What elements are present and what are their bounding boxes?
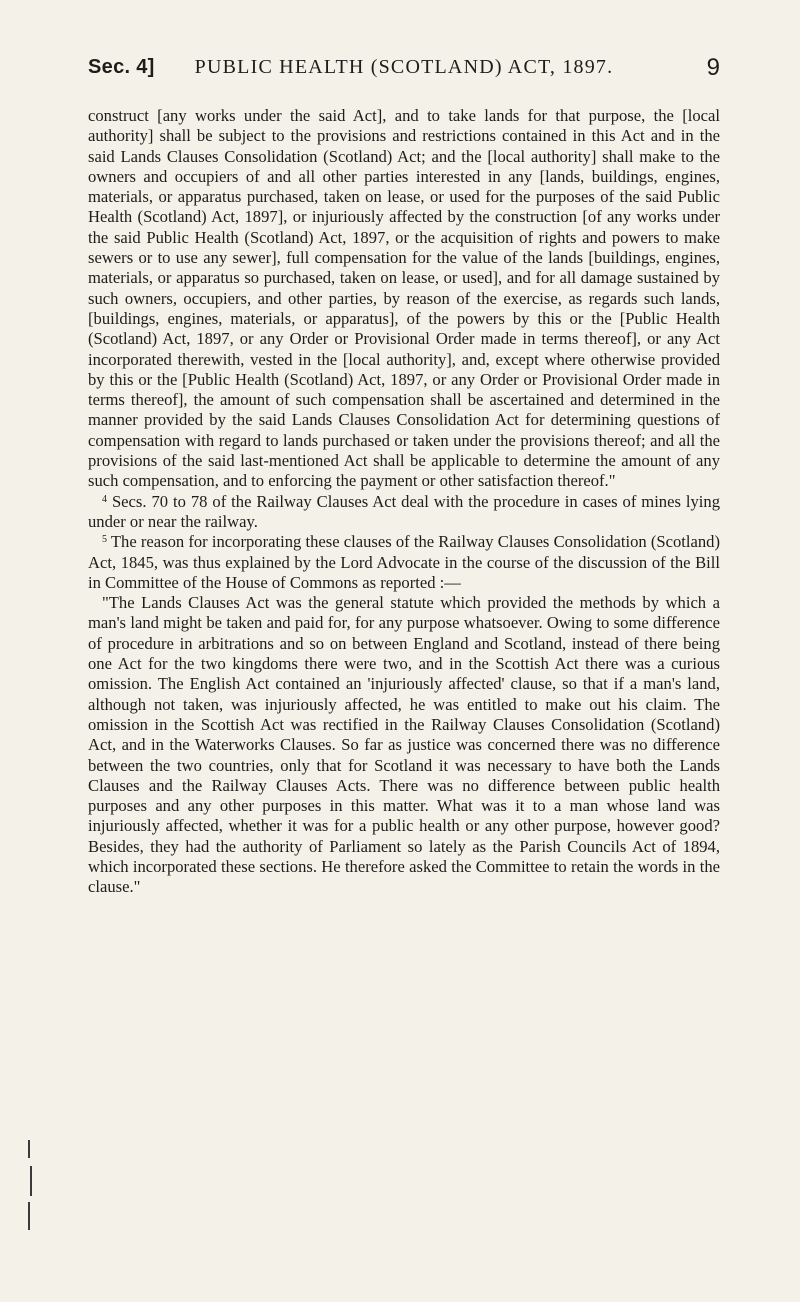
running-header [88,56,720,86]
statute-quotation: construct [any works under the said Act], and to take lands for that purpose, the [local authority] shall be subject to the provisions and restrictions contained in this Act and in the said Lands Clauses Consolidation (Scotland) Act; and the [local authority] shall make to the owners and occupiers of and all other parties interested in any [lands, buildings, engines, materials, or apparatus purchased, taken on lease, or used for the purposes of the said Public Health (Scotland) Act, 1897], or injuriously affected by the construction [of any works under the said Public Health (Scotland) Act, 1897, or the acquisition of rights and powers to make sewers or to use any sewer], full compensation for the value of the lands [buildings, engines, materials, or apparatus so purchased, taken on lease, or used], and for all damage sustained by such owners, occupiers, and other parties, by reason of the exercise, as regards such lands, [buildings, engines, materials, or apparatus], of the powers by this or the [Public Health (Scotland) Act, 1897, or any Order or Provisional Order made in terms thereof], or any Act incorporated therewith, vested in the [local authority], and, except where otherwise provided by this or the [Public Health (Scotland) Act, 1897, or any Order or Provisional Order made in terms thereof], the amount of such compensation shall be ascertained and determined in the manner provided by the said Lands Clauses Consolidation Act for determining questions of compensation with regard to lands purchased or taken under the provisions thereof; and all the provisions of the said last-mentioned Act shall be applicable to determine the amount of any such compensation, and to enforcing the payment or other satisfaction thereof." [88,106,720,491]
running-title: PUBLIC HEALTH (SCOTLAND) ACT, 1897. [194,56,614,78]
footnote-5-marker: 5 [102,534,107,546]
lord-advocate-quotation: "The Lands Clauses Act was the general statute which provided the methods by which a man's land might be taken and paid for, for any purpose whatsoever. Owing to some difference of procedure in arbitrations and so on between England and Scotland, instead of there being one Act for the two kingdoms there were two, and in the Scottish Act there was a curious omission. The English Act contained an 'injuriously affected' clause, so that if a man's land, although not taken, was injuriously affected, he was entitled to make out his claim. The omission in the Scottish Act was rectified in the Railway Clauses Consolidation (Scotland) Act, and in the Waterworks Clauses. So far as justice was concerned there was no difference between the two countries, only that for Scotland it was necessary to have both the Lands Clauses and the Railway Clauses Acts. There was no difference between public health purposes and any other purposes in this matter. What was it to a man whose land was injuriously affected, whether it was for a public health or any other purpose, however good? Besides, they had the authority of Parliament so lately as the Parish Councils Act of 1894, which incorporated these sections. He therefore asked the Committee to retain the words in the clause." [88,593,720,897]
footnote-4-marker: 4 [102,493,107,505]
footnote-5-text: The reason for incorporating these clauses of the Railway Clauses Consolidation (Scotland) Act, 1845, was thus explained by the Lord Advocate in the course of the discussion of the Bill in Committee of the House of Commons as reported :— [88,532,720,592]
footnote-4-text: Secs. 70 to 78 of the Railway Clauses Act deal with the procedure in cases of mines lying under or near the railway. [88,491,720,531]
page-body [88,106,720,898]
margin-pencil-marks [28,1140,38,1250]
footnote-5 [88,532,720,593]
section-reference: Sec. 4] [88,56,155,78]
page-number: 9 [706,54,720,81]
footnote-4 [88,492,720,533]
document-page [88,56,720,898]
